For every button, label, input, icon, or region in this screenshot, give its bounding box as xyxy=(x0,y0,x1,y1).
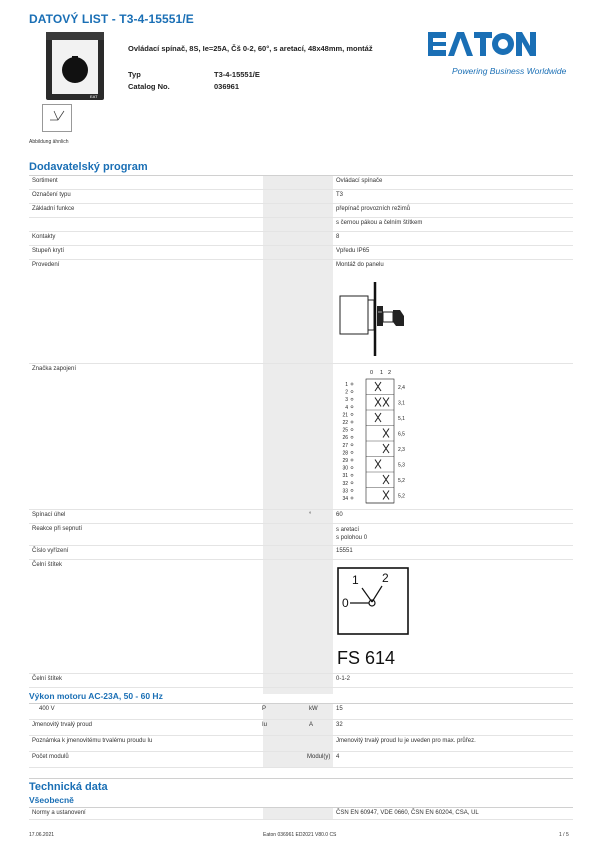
brand-block xyxy=(428,30,568,78)
meta-catalog-row xyxy=(128,82,239,91)
wiring-terminal-dot xyxy=(351,421,353,423)
wiring-terminal-label: 21 xyxy=(342,412,348,419)
wiring-terminal-label: 1 xyxy=(345,382,348,388)
table-row xyxy=(29,246,573,260)
row-value: ČSN EN 60947, VDE 0660, ČSN EN 60204, CSA, UL xyxy=(336,810,479,816)
row-value xyxy=(336,526,367,542)
wiring-diagram xyxy=(336,368,416,506)
wiring-code-label: 5,3 xyxy=(398,462,405,469)
row-unit: Modul(y) xyxy=(307,754,331,760)
row-value: přepínač provozních režimů xyxy=(336,206,411,212)
wiring-terminal-dot xyxy=(351,436,353,438)
plate-pos-0: 0 xyxy=(342,596,349,610)
row-value: Vpředu IP65 xyxy=(336,248,370,254)
table-row xyxy=(29,510,573,524)
row-label: Spínací úhel xyxy=(32,512,66,518)
wiring-terminal-dot xyxy=(351,451,353,453)
meta-type-row xyxy=(128,70,260,79)
wiring-terminal-label: 32 xyxy=(342,480,348,487)
wiring-terminal-label: 3 xyxy=(345,397,348,404)
brand-tagline: Powering Business Worldwide xyxy=(452,66,567,76)
wiring-position-label: 1 xyxy=(380,370,384,376)
wiring-code-label: 5,2 xyxy=(398,493,405,500)
wiring-terminal-dot xyxy=(351,467,353,469)
wiring-terminal-dot xyxy=(351,391,353,393)
table-row xyxy=(29,218,573,232)
row-value: Jmenovitý trvalý proud Iu je uveden pro max. průřez. xyxy=(336,738,476,744)
table-row xyxy=(29,752,573,768)
table-row xyxy=(29,704,573,720)
row-value-line: s polohou 0 xyxy=(336,535,368,541)
wiring-terminal-dot xyxy=(351,459,353,461)
svg-text:EAT: EAT xyxy=(90,94,98,99)
meta-label: Catalog No. xyxy=(128,82,170,91)
meta-value: T3-4-15551/E xyxy=(214,70,260,79)
motor-heading: Výkon motoru AC-23A, 50 - 60 Hz xyxy=(29,691,163,701)
row-value: 0-1-2 xyxy=(336,676,351,682)
wiring-terminal-label: 34 xyxy=(342,496,348,502)
row-value: T3 xyxy=(336,192,344,198)
wiring-terminal-label: 30 xyxy=(342,465,348,472)
table-row xyxy=(29,674,573,688)
footer-center: Eaton 036961 ED2021 V80.0 CS xyxy=(263,832,337,838)
subsection-heading: Všeobecně xyxy=(29,795,74,805)
row-label: Základní funkce xyxy=(32,206,75,212)
wiring-terminal-label: 28 xyxy=(342,450,348,457)
plate-name: FS 614 xyxy=(337,648,396,668)
wiring-code-label: 2,3 xyxy=(398,447,405,453)
table-row xyxy=(29,720,573,736)
wiring-terminal-label: 25 xyxy=(342,427,348,434)
row-label: Čelní štítek xyxy=(32,562,63,568)
table-row xyxy=(29,232,573,246)
wiring-terminal-dot xyxy=(351,489,353,491)
table-row xyxy=(29,546,573,560)
section-rule xyxy=(29,778,573,779)
section-heading: Dodavatelský program xyxy=(29,161,148,173)
wiring-position-label: 2 xyxy=(388,370,392,376)
document-title: DATOVÝ LIST - T3-4-15551/E xyxy=(29,12,194,26)
table-row xyxy=(29,560,573,674)
wiring-code-label: 5,1 xyxy=(398,416,405,422)
mounting-drawing xyxy=(338,282,410,356)
section-heading: Technická data xyxy=(29,781,108,793)
row-unit: A xyxy=(309,722,314,728)
wiring-terminal-dot xyxy=(351,429,353,431)
wiring-terminal-label: 27 xyxy=(342,442,348,449)
wiring-terminal-dot xyxy=(351,413,353,415)
row-value: 15551 xyxy=(336,548,353,554)
wiring-terminal-dot xyxy=(351,398,353,400)
row-value: 32 xyxy=(336,722,343,728)
row-label: Poznámka k jmenovitému trvalému proudu Iu xyxy=(32,738,153,744)
row-label: Sortiment xyxy=(32,178,58,184)
wiring-terminal-dot xyxy=(351,406,353,408)
wiring-terminal-label: 4 xyxy=(345,404,348,411)
wiring-terminal-dot xyxy=(351,444,353,446)
row-label: Normy a ustanovení xyxy=(32,810,86,816)
wiring-code-label: 5,2 xyxy=(398,478,405,484)
wiring-terminal-dot xyxy=(351,474,353,476)
row-symbol: Iu xyxy=(262,722,268,728)
wiring-code-label: 3,1 xyxy=(398,400,405,407)
wiring-terminal-label: 26 xyxy=(342,435,348,442)
plate-pos-1: 1 xyxy=(352,573,359,587)
wiring-code-label: 2,4 xyxy=(398,385,405,391)
row-label: Jmenovitý trvalý proud xyxy=(32,722,93,728)
wiring-terminal-dot xyxy=(351,383,353,385)
table-row xyxy=(29,190,573,204)
wiring-position-label: 0 xyxy=(370,370,374,376)
row-value: Montáž do panelu xyxy=(336,262,384,268)
row-label: Označení typu xyxy=(32,192,71,198)
wiring-terminal-label: 33 xyxy=(342,488,348,495)
table-row xyxy=(29,260,573,364)
row-unit: ° xyxy=(309,512,312,518)
table-row xyxy=(29,808,573,820)
row-label: Počet modulů xyxy=(32,754,69,760)
row-value: Ovládací spínače xyxy=(336,178,383,184)
wiring-terminal-label: 22 xyxy=(342,420,348,426)
row-value: 4 xyxy=(336,754,340,760)
meta-label: Typ xyxy=(128,70,141,79)
row-unit: kW xyxy=(309,706,318,712)
row-value: 15 xyxy=(336,706,343,712)
footer-date: 17.06.2021 xyxy=(29,832,55,838)
row-label: Značka zapojení xyxy=(32,366,77,372)
row-label: Stupeň krytí xyxy=(32,248,65,254)
row-value: 8 xyxy=(336,234,340,240)
table-row xyxy=(29,524,573,546)
wiring-terminal-label: 2 xyxy=(345,389,348,396)
row-value: 60 xyxy=(336,512,343,518)
row-value-line: s aretací xyxy=(336,527,360,533)
table-row xyxy=(29,176,573,190)
eaton-logo xyxy=(428,30,536,58)
table-row xyxy=(29,364,573,510)
table-row xyxy=(29,736,573,752)
row-value: s černou pákou a čelním štítkem xyxy=(336,220,423,226)
table-row xyxy=(29,204,573,218)
row-label: 400 V xyxy=(39,706,55,712)
row-symbol: P xyxy=(262,706,267,712)
row-label: Provedení xyxy=(32,262,60,268)
row-label: Kontakty xyxy=(32,234,56,240)
wiring-code-label: 6,5 xyxy=(398,431,405,438)
row-label: Reakce při sepnutí xyxy=(32,526,83,532)
wiring-terminal-dot xyxy=(351,482,353,484)
product-short-description: Ovládací spínač, 8S, Ie=25A, Čš 0-2, 60°, s aretací, 48x48mm, montáž xyxy=(128,44,373,53)
front-plate-drawing xyxy=(336,566,410,636)
meta-value: 036961 xyxy=(214,82,240,91)
wiring-terminal-label: 31 xyxy=(342,473,348,480)
footer-page: 1 / 5 xyxy=(559,832,569,838)
row-label: Číslo vyřízení xyxy=(32,548,69,554)
switch-symbol-thumbnail xyxy=(42,104,72,132)
plate-pos-2: 2 xyxy=(382,571,389,585)
image-caption: Abbildung ähnlich xyxy=(29,139,69,145)
row-label: Čelní štítek xyxy=(32,676,63,682)
product-image xyxy=(44,30,106,102)
wiring-terminal-label: 29 xyxy=(342,458,348,464)
wiring-terminal-dot xyxy=(351,497,353,499)
